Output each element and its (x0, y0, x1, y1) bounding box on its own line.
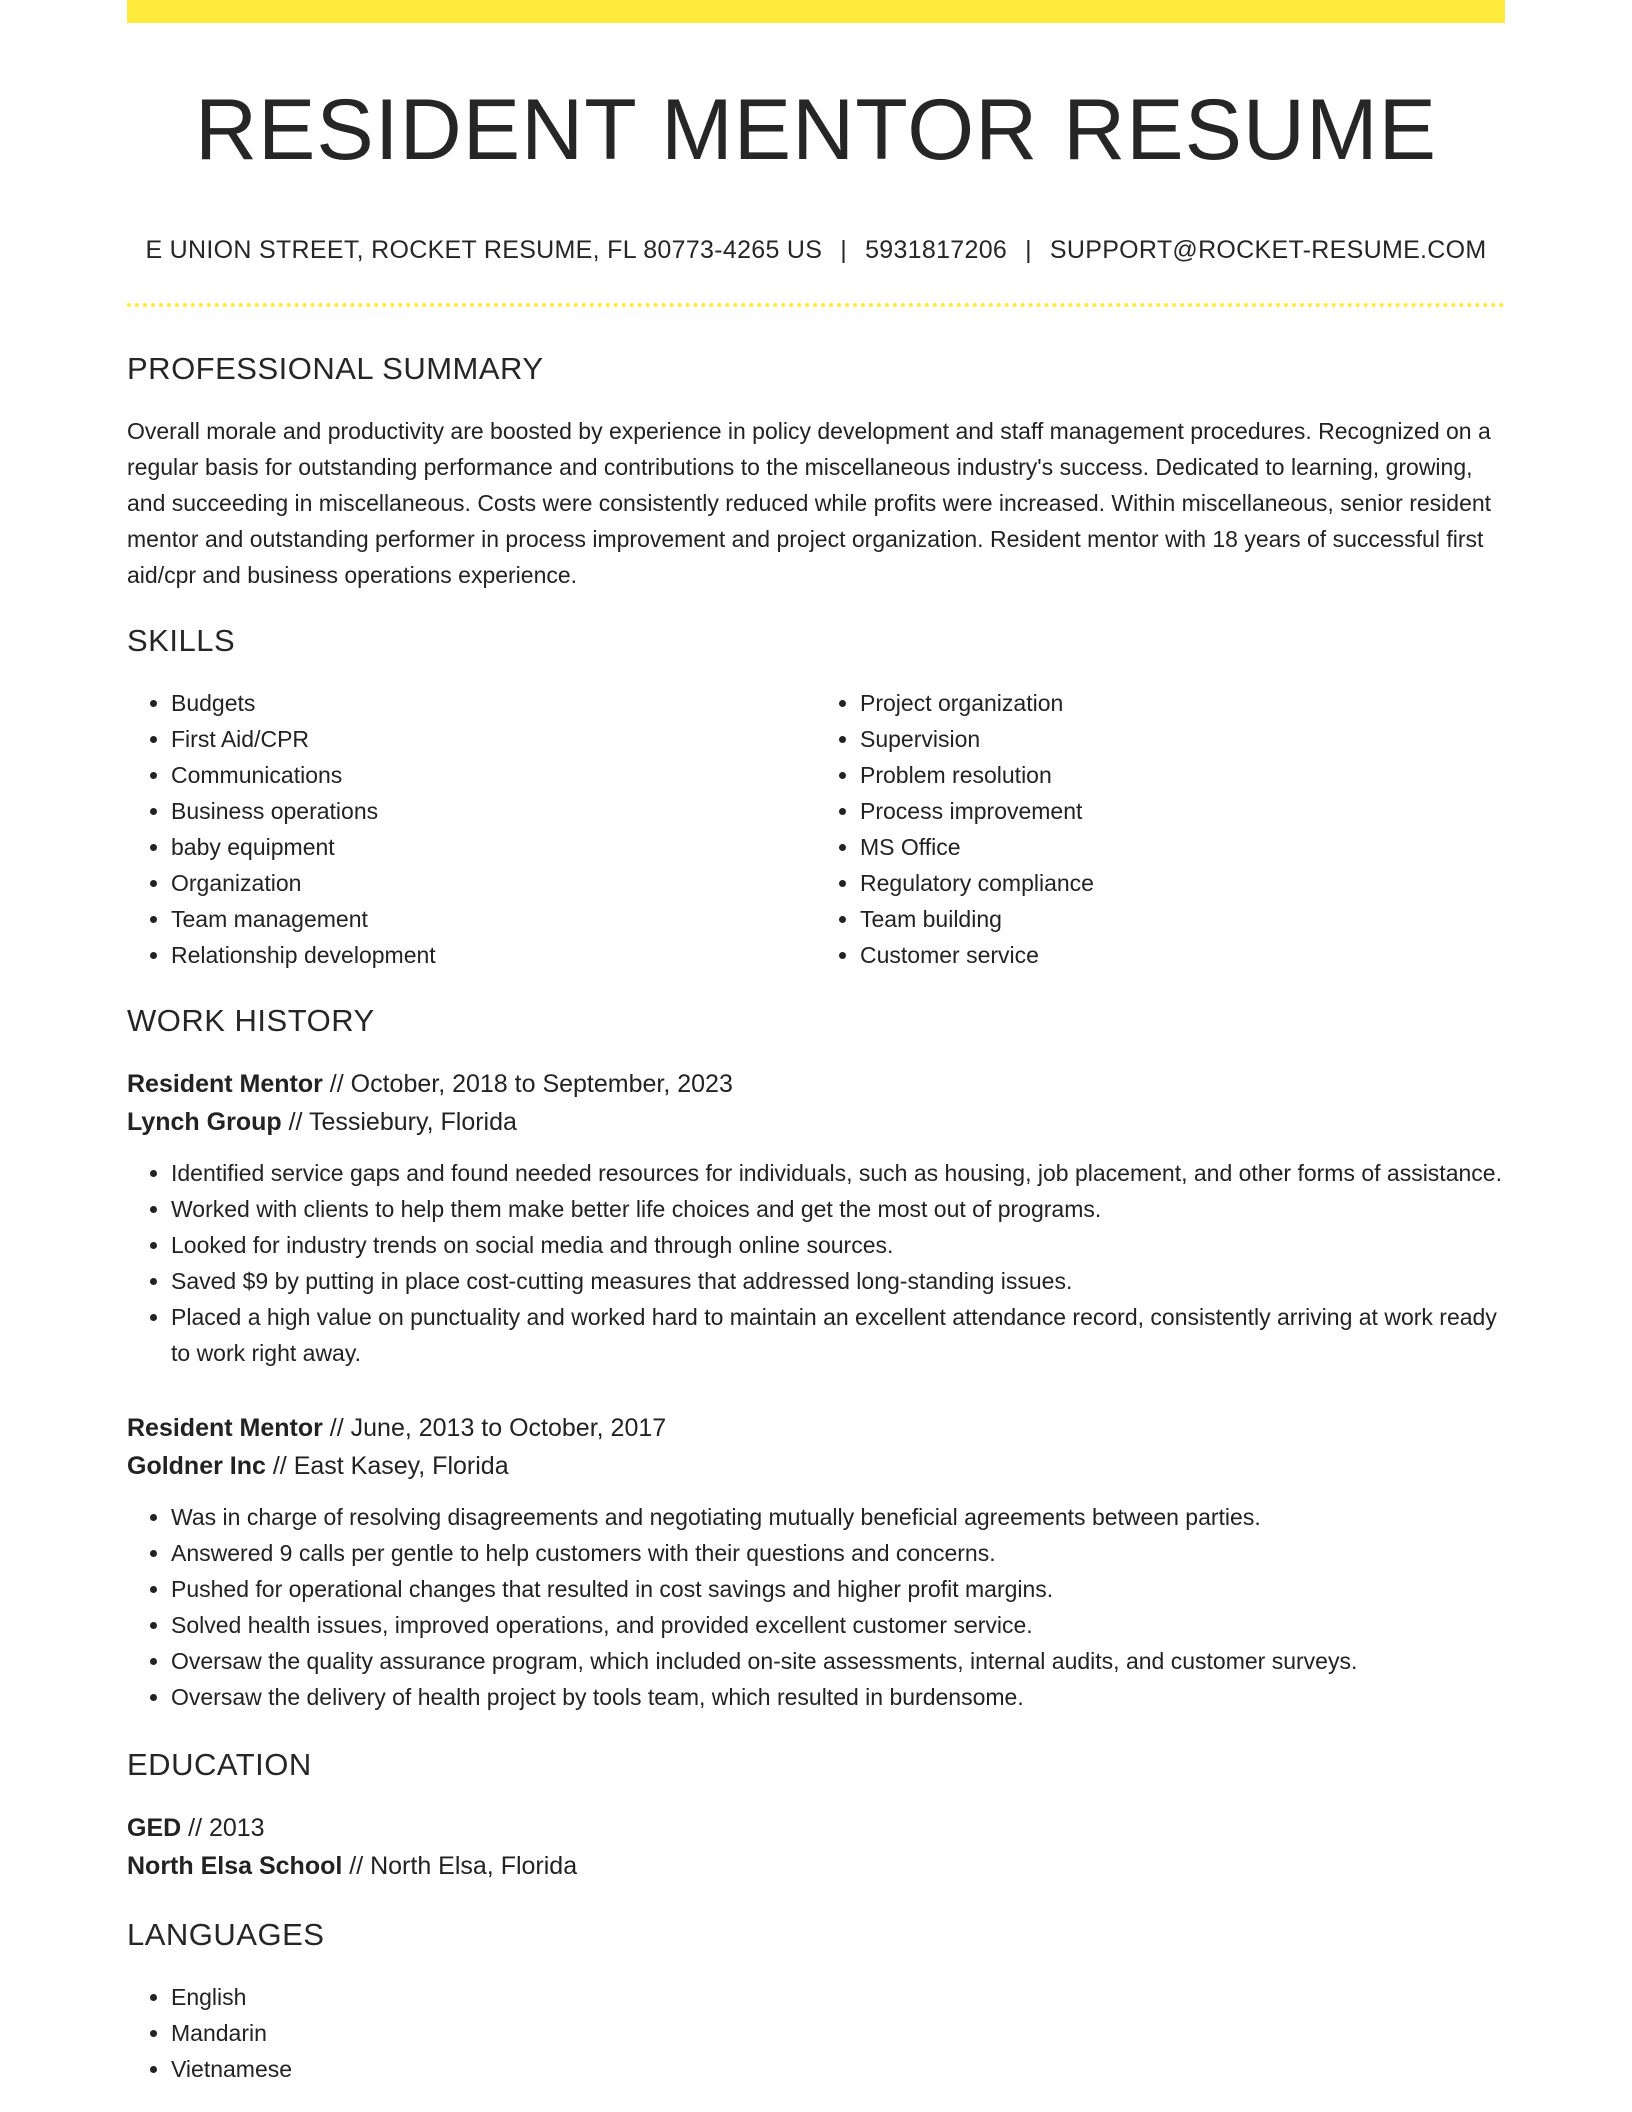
job-title: Resident Mentor (127, 1413, 323, 1442)
dotted-divider (127, 303, 1505, 307)
job-company-line (127, 1447, 1505, 1485)
skill-item: • Supervision (860, 721, 1505, 757)
job-company: Goldner Inc (127, 1451, 266, 1480)
job-bullet: • Was in charge of resolving disagreements and negotiating mutually beneficial agreements between parties. (171, 1499, 1505, 1535)
skills-heading: SKILLS (127, 622, 236, 658)
language-item: • Vietnamese (171, 2051, 1505, 2087)
contact-phone: 5931817206 (865, 235, 1008, 264)
contact-separator: | (840, 235, 848, 264)
education-location: // North Elsa, Florida (342, 1851, 578, 1880)
education-school-line (127, 1847, 1505, 1885)
job-bullet: • Pushed for operational changes that resulted in cost savings and higher profit margins. (171, 1571, 1505, 1607)
job-company: Lynch Group (127, 1107, 282, 1136)
skill-item: • MS Office (860, 829, 1505, 865)
job-location: // East Kasey, Florida (265, 1451, 509, 1480)
contact-separator: | (1025, 235, 1032, 264)
job-title: Resident Mentor (127, 1069, 323, 1098)
skill-item: • Business operations (171, 793, 816, 829)
job-bullets (127, 1499, 1505, 1715)
skill-item: • Customer service (860, 937, 1505, 973)
job-entry (127, 1409, 1505, 1715)
skill-item: • Relationship development (171, 937, 816, 973)
contact-address: E UNION STREET, ROCKET RESUME, FL 80773-4265 US (145, 235, 823, 264)
skill-item: • Problem resolution (860, 757, 1505, 793)
work-history-heading: WORK HISTORY (127, 1002, 375, 1038)
contact-line (127, 236, 1505, 265)
skill-item: • Project organization (860, 685, 1505, 721)
skill-item: • baby equipment (171, 829, 816, 865)
skill-item: • Team building (860, 901, 1505, 937)
job-bullet: • Looked for industry trends on social media and through online sources. (171, 1227, 1505, 1263)
education-school: North Elsa School (127, 1851, 343, 1880)
summary-heading: PROFESSIONAL SUMMARY (127, 350, 544, 386)
summary-text: Overall morale and productivity are boosted by experience in policy development and staff management procedures. Recognized on a regular basis for outstanding performance and contributions to the miscellaneous industry's success. Dedicated to learning, growing, and succeeding in miscellaneous. Costs were consistently reduced while profits were increased. Within miscellaneous, senior resident mentor and outstanding performer in process improvement and project organization. Resident mentor with 18 years of successful first aid/cpr and business operations experience. (127, 417, 1492, 588)
skill-item: • First Aid/CPR (171, 721, 816, 757)
skill-item: • Team management (171, 901, 816, 937)
accent-top-bar (127, 0, 1505, 23)
language-item: • Mandarin (171, 2015, 1505, 2051)
job-bullets (127, 1155, 1505, 1371)
work-history-section (127, 1003, 1505, 1715)
skills-grid (127, 685, 1505, 973)
education-degree: GED (127, 1813, 182, 1842)
job-entry (127, 1065, 1505, 1371)
job-bullet: • Saved $9 by putting in place cost-cutting measures that addressed long-standing issues. (171, 1263, 1505, 1299)
job-location: // Tessiebury, Florida (281, 1107, 517, 1136)
skill-item: • Process improvement (860, 793, 1505, 829)
languages-section (127, 1917, 1505, 2087)
job-bullet: • Answered 9 calls per gentle to help customers with their questions and concerns. (171, 1535, 1505, 1571)
languages-list (127, 1979, 1505, 2087)
job-title-line (127, 1065, 1505, 1103)
education-degree-line (127, 1809, 1505, 1847)
education-heading: EDUCATION (127, 1746, 312, 1782)
job-bullet: • Oversaw the delivery of health project by tools team, which resulted in burdensome. (171, 1679, 1505, 1715)
job-dates: // June, 2013 to October, 2017 (322, 1413, 667, 1442)
skill-item: • Communications (171, 757, 816, 793)
job-title-line (127, 1409, 1505, 1447)
education-section (127, 1747, 1505, 1885)
skills-list-left (127, 685, 816, 973)
job-bullet: • Placed a high value on punctuality and worked hard to maintain an excellent attendance record, consistently arriving at work ready to work right away. (171, 1299, 1505, 1371)
job-bullet: • Solved health issues, improved operations, and provided excellent customer service. (171, 1607, 1505, 1643)
resume-page (127, 0, 1505, 2087)
language-item: • English (171, 1979, 1505, 2015)
skill-item: • Regulatory compliance (860, 865, 1505, 901)
job-bullet: • Worked with clients to help them make better life choices and get the most out of programs. (171, 1191, 1505, 1227)
skills-list-right (816, 685, 1505, 973)
education-year: // 2013 (181, 1813, 265, 1842)
job-bullet: • Oversaw the quality assurance program, which included on-site assessments, internal audits, and customer surveys. (171, 1643, 1505, 1679)
resume-title: RESIDENT MENTOR RESUME (194, 82, 1438, 178)
job-bullet: • Identified service gaps and found needed resources for individuals, such as housing, job placement, and other forms of assistance. (171, 1155, 1505, 1191)
skill-item: • Budgets (171, 685, 816, 721)
job-company-line (127, 1103, 1505, 1141)
job-dates: // October, 2018 to September, 2023 (322, 1069, 733, 1098)
languages-heading: LANGUAGES (127, 1916, 325, 1952)
summary-section (127, 351, 1505, 593)
skill-item: • Organization (171, 865, 816, 901)
skills-section (127, 623, 1505, 973)
contact-email[interactable]: SUPPORT@ROCKET-RESUME.COM (1049, 235, 1487, 264)
